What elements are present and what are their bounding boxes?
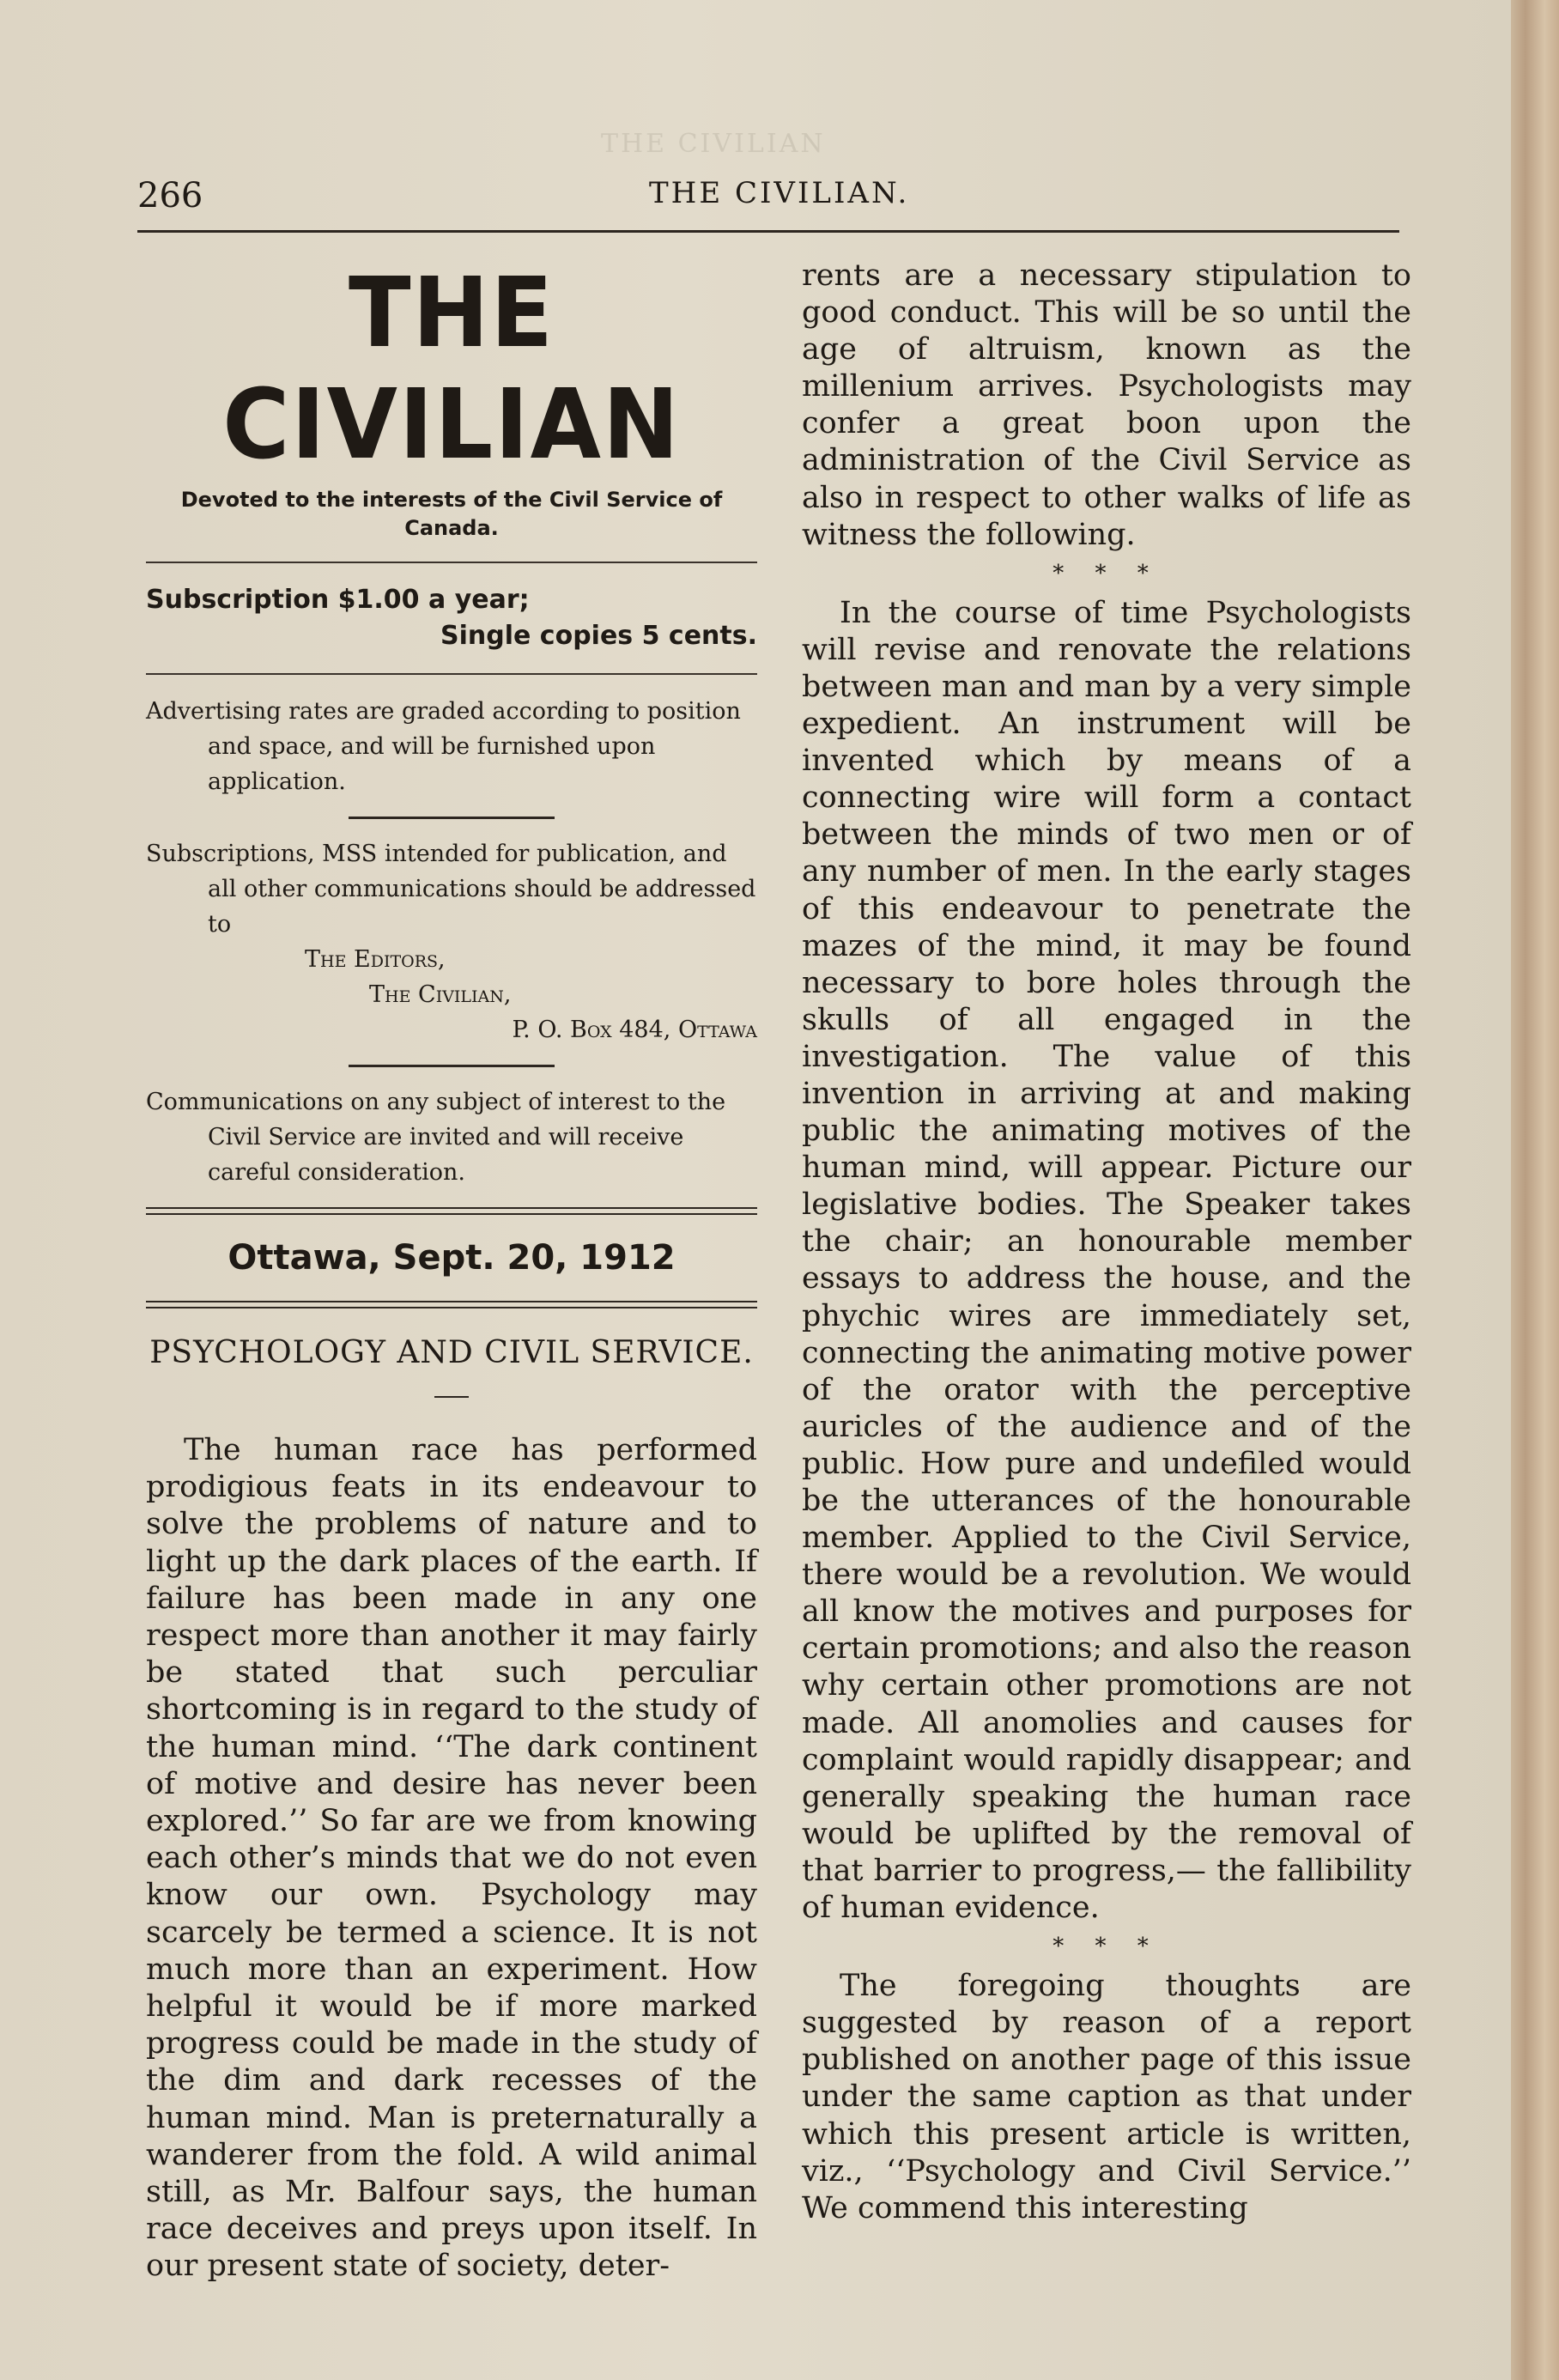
address-line: The Editors, bbox=[305, 946, 446, 973]
article-heading: PSYCHOLOGY AND CIVIL SERVICE. bbox=[149, 1335, 754, 1370]
heading-dash bbox=[434, 1396, 469, 1398]
right-column bbox=[802, 258, 1411, 2227]
page-header bbox=[137, 176, 1399, 228]
article-paragraph: rents are a necessary stipulation to good conduct. This will be so until the age of altruism, known as the millenium arrives. Psychologists may confer a great boon upon the administration of the Civil Service as also in respect to other walks of life as witness the following. bbox=[802, 258, 1411, 552]
article-paragraph: The human race has performed prodigious feats in its endeavour to solve the problems of nature and to light up the dark places of the earth. If failure has been made in any one respect more than another it may fairly be stated that such perculiar shortcoming is in regard to the study of the human mind. ‘‘The dark continent of motive and desire has never been explored.’’ So far are we from knowing each other’s minds that we do not even know our own. Psychology may scarcely be termed a science. It is not much more than an experiment. How helpful it would be if more marked progress could be made in the study of the dim and dark recesses of the human mind. Man is preternaturally a wanderer from the fold. A wild animal still, as Mr. Balfour says, the human race deceives and preys upon itself. In our present state of society, deter- bbox=[146, 1433, 757, 2284]
dateline: Ottawa, Sept. 20, 1912 bbox=[227, 1238, 676, 1278]
masthead-title: THE CIVILIAN bbox=[222, 258, 681, 481]
divider bbox=[146, 562, 757, 563]
divider bbox=[146, 673, 757, 675]
subscription-price: Subscription $1.00 a year; bbox=[146, 585, 530, 615]
left-column bbox=[146, 258, 757, 2286]
masthead-tagline: Devoted to the interests of the Civil Service of Canada. bbox=[180, 488, 723, 540]
page-edge bbox=[1511, 0, 1559, 2380]
double-rule bbox=[146, 1207, 757, 1215]
section-separator: * * * bbox=[1052, 560, 1161, 586]
short-divider bbox=[349, 1065, 555, 1067]
address-line: P. O. Box 484, Ottawa bbox=[512, 1017, 757, 1043]
advertising-note: Advertising rates are graded according to position and space, and will be furnished upon application. bbox=[146, 698, 741, 795]
communications-note: Communications on any subject of interest to the Civil Service are invited and will receive careful consideration. bbox=[146, 1089, 726, 1186]
section-separator: * * * bbox=[1052, 1934, 1161, 1960]
article-paragraph: The foregoing thoughts are suggested by reason of a report published on another page of this issue under the same caption as that under which this present article is written, viz., ‘‘Psychology and Civil Service.’’ We commend this interesting bbox=[802, 1969, 1411, 2225]
header-rule bbox=[137, 230, 1399, 233]
single-copy-price: Single copies 5 cents. bbox=[440, 621, 757, 651]
address-line: The Civilian, bbox=[369, 981, 512, 1008]
short-divider bbox=[349, 817, 555, 819]
bleed-through-text: THE CIVILIAN bbox=[601, 129, 826, 159]
double-rule bbox=[146, 1301, 757, 1308]
running-title: THE CIVILIAN. bbox=[649, 176, 910, 210]
article-paragraph: In the course of time Psychologists will revise and renovate the relations between man and man by a very simple expedient. An instrument will be invented which by means of a connecting wire will form a contact between the minds of two men or of any number of men. In the early stages of this endeavour to penetrate the mazes of the mind, it may be found necessary to bore holes through the skulls of all engaged in the investigation. The value of this invention in arriving at and making public the animating motives of the human mind, will appear. Picture our legislative bodies. The Speaker takes the chair; an honourable member essays to address the house, and the phychic wires are immediately set, connecting the animating motive power of the orator with the perceptive auricles of the audience and of the public. How pure and undefiled would be the utterances of the honourable member. Applied to the Civil Service, there would be a revolution. We would all know the motives and purposes for certain promotions; and also the reason why certain other promotions are not made. All anomolies and causes for complaint would rapidly disappear; and generally speaking the human race would be uplifted by the removal of that barrier to progress,— the fallibility of human evidence. bbox=[802, 595, 1411, 1926]
subscriptions-note: Subscriptions, MSS intended for publication, and all other communications should be addressed to bbox=[146, 841, 756, 938]
page-number: 266 bbox=[137, 176, 203, 216]
